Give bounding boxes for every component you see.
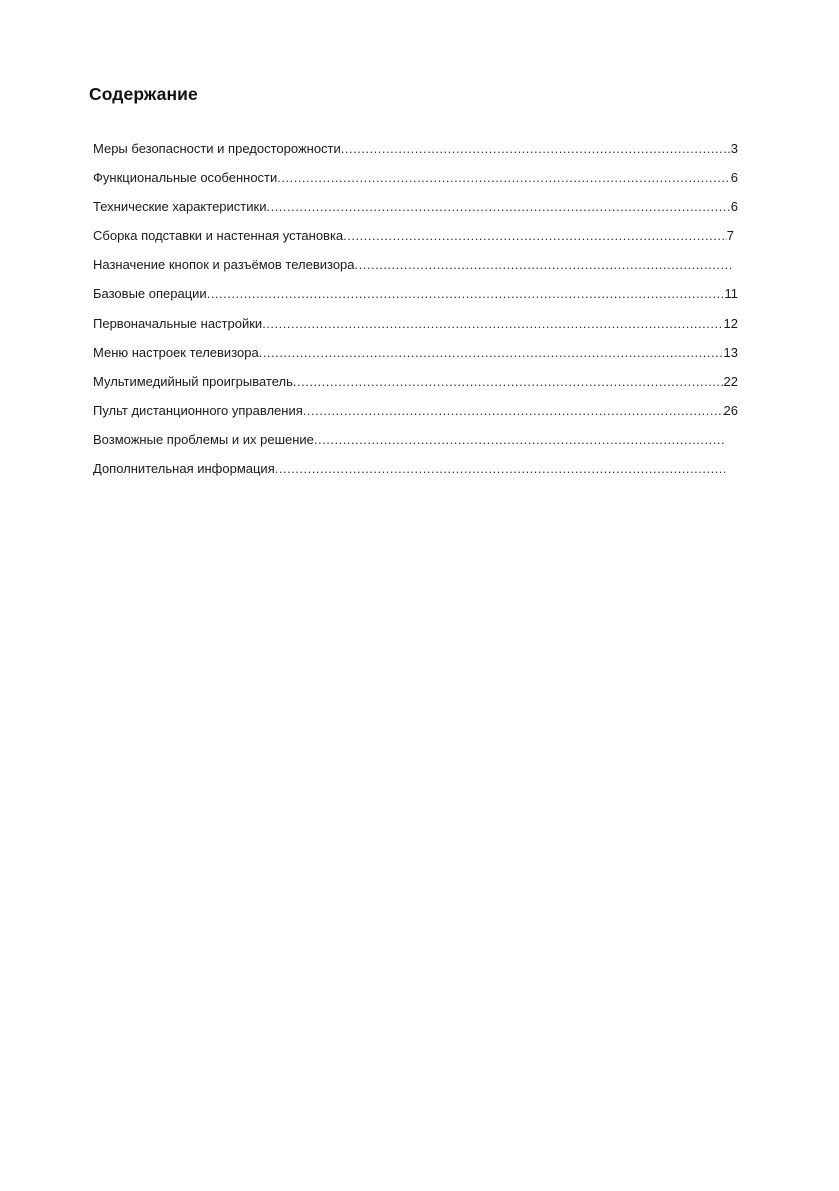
toc-dot-leader <box>207 285 725 303</box>
toc-entry[interactable] <box>93 198 738 227</box>
toc-entry-label: Возможные проблемы и их решение <box>93 431 314 447</box>
toc-entry-page: 13 <box>723 344 738 360</box>
toc-entry-label: Дополнительная информация <box>93 461 275 477</box>
toc-entry[interactable] <box>93 315 738 344</box>
toc-entry-label: Базовые операции <box>93 286 207 302</box>
toc-entry-label: Первоначальные настройки <box>93 315 263 331</box>
toc-entry-label: Технические характеристики <box>93 199 267 215</box>
toc-dot-leader <box>266 198 730 216</box>
toc-entry[interactable] <box>93 256 731 285</box>
toc-dot-leader <box>314 431 725 449</box>
toc-dot-leader <box>293 373 724 391</box>
toc-dot-leader <box>303 402 724 420</box>
toc-dot-leader <box>262 315 723 333</box>
toc-entry-label: Пульт дистанционного управления <box>93 402 303 418</box>
toc-dot-leader <box>343 227 727 245</box>
toc-entry[interactable] <box>93 344 738 373</box>
toc-dot-leader <box>275 460 725 478</box>
toc-dot-leader <box>355 256 731 274</box>
toc-entry-page: 6 <box>730 170 738 186</box>
toc-entry-page: 12 <box>723 315 738 331</box>
toc-entry-label: Сборка подставки и настенная установка <box>93 228 344 244</box>
toc-entry[interactable] <box>93 373 738 402</box>
table-of-contents <box>93 140 743 489</box>
page-title: Содержание <box>89 84 198 104</box>
toc-entry-label: Назначение кнопок и разъёмов телевизора <box>93 257 355 273</box>
toc-entry[interactable] <box>93 460 725 489</box>
toc-entry[interactable] <box>93 227 734 256</box>
toc-dot-leader <box>277 169 731 187</box>
toc-entry-page: 11 <box>724 286 738 302</box>
toc-entry-page: 7 <box>726 228 734 244</box>
toc-entry-page: 22 <box>723 373 738 389</box>
toc-entry-page: 26 <box>723 402 738 418</box>
toc-entry-label: Мультимедийный проигрыватель <box>93 373 293 389</box>
toc-entry-label: Меры безопасности и предосторожности <box>93 141 341 156</box>
toc-entry[interactable] <box>93 140 738 169</box>
toc-entry-page: 6 <box>730 199 738 215</box>
toc-entry-label: Меню настроек телевизора <box>93 344 259 360</box>
toc-entry[interactable] <box>93 431 725 460</box>
toc-dot-leader <box>341 140 731 158</box>
toc-entry-page: 3 <box>730 141 738 156</box>
toc-entry[interactable] <box>93 402 738 431</box>
toc-entry-label: Функциональные особенности <box>93 170 278 186</box>
toc-entry[interactable] <box>93 169 738 198</box>
toc-dot-leader <box>259 344 724 362</box>
toc-entry[interactable] <box>93 285 738 314</box>
